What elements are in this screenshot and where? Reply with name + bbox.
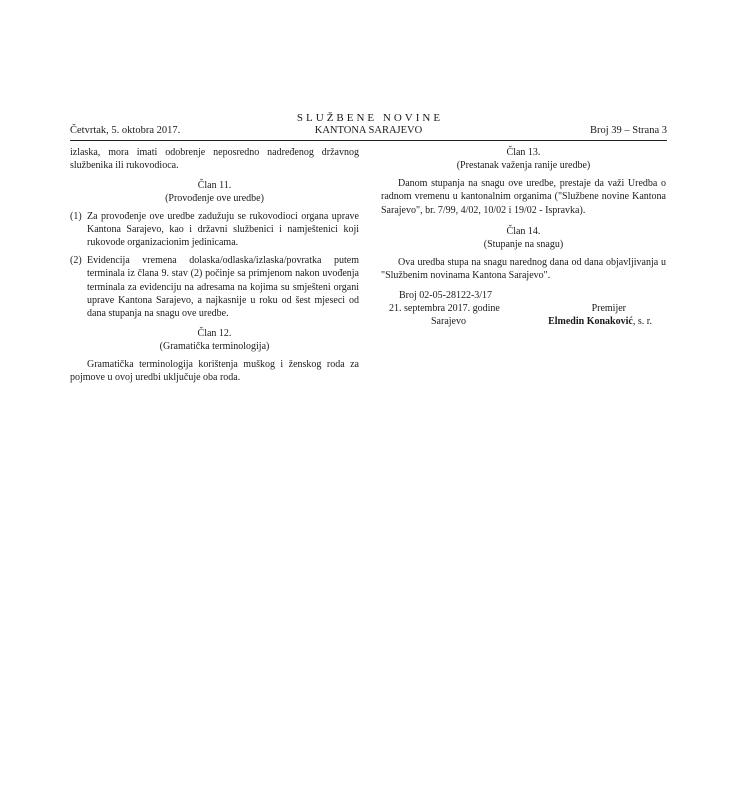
signature-block [381, 289, 666, 329]
right-column [381, 146, 666, 329]
issue-page-number: Broj 39 – Strana 3 [590, 125, 667, 136]
signature-row-1 [389, 289, 666, 302]
newspaper-title: SLUŽBENE NOVINE [296, 112, 444, 124]
article-11-paragraph-1 [70, 210, 359, 250]
signatory-role: Premijer [591, 303, 626, 315]
paragraph-number: (2) [70, 254, 82, 266]
article-12-text: Gramatička terminologija korištenja muškog i ženskog roda za pojmove u ovoj uredbi uključuje oba roda. [70, 358, 359, 384]
article-11-title: Član 11. [197, 179, 232, 191]
document-number: Broj 02-05-28122-3/17 [399, 289, 493, 301]
article-13-subtitle: (Prestanak važenja ranije uredbe) [456, 160, 591, 172]
article-12-subtitle: (Gramatička terminologija) [159, 341, 270, 353]
article-11-subtitle: (Provođenje ove uredbe) [165, 193, 264, 205]
article-14-subtitle: (Stupanje na snagu) [483, 239, 564, 251]
paragraph-text: Evidencija vremena dolaska/odlaska/izlaska/povratka putem terminala iz člana 9. stav (2) počinje sa primjenom nakon uvođenja terminala za evidenciju na adresama na kojima su smješteni organi uprave Kantona Sarajevo, a najkasnije u roku od šest mjeseci od dana stupanja na snagu ove uredbe. [87, 254, 359, 320]
left-column [70, 146, 359, 385]
article-14-text: Ova uredba stupa na snagu narednog dana od dana objavljivanja u "Službenim novinama Kantona Sarajevo". [381, 256, 666, 282]
article-14-title: Član 14. [506, 226, 541, 238]
page-header [70, 125, 667, 141]
signature-row-3 [389, 315, 666, 328]
signatory-name: Elmedin Konaković [548, 316, 633, 328]
signatory [548, 315, 666, 328]
article-13-text: Danom stupanja na snagu ove uredbe, prestaje da važi Uredba o radnom vremenu u kantonalnim organima ("Službene novine Kantona Sarajevo", br. 7/99, 4/02, 10/02 i 19/02 - Ispravka). [381, 177, 666, 216]
article-11-paragraph-2 [70, 254, 359, 321]
continued-paragraph: izlaska, mora imati odobrenje neposredno nadređenog državnog službenika ili rukovodioca. [70, 147, 359, 172]
article-12-title: Član 12. [197, 327, 232, 339]
issue-date: Četvrtak, 5. oktobra 2017. [70, 125, 181, 136]
paragraph-text: Za provođenje ove uredbe zadužuju se rukovodioci organa uprave Kantona Sarajevo, kao i državni službenici i namještenici koji rukovode organizacionim jedinicama. [87, 210, 359, 249]
signatory-suffix: , s. r. [632, 316, 652, 328]
signature-place: Sarajevo [431, 316, 466, 328]
signature-date: 21. septembra 2017. godine [389, 303, 500, 315]
signature-row-2 [389, 302, 666, 315]
paragraph-number: (1) [70, 210, 82, 222]
article-13-title: Član 13. [506, 147, 541, 158]
publication-name: KANTONA SARAJEVO [314, 125, 423, 136]
